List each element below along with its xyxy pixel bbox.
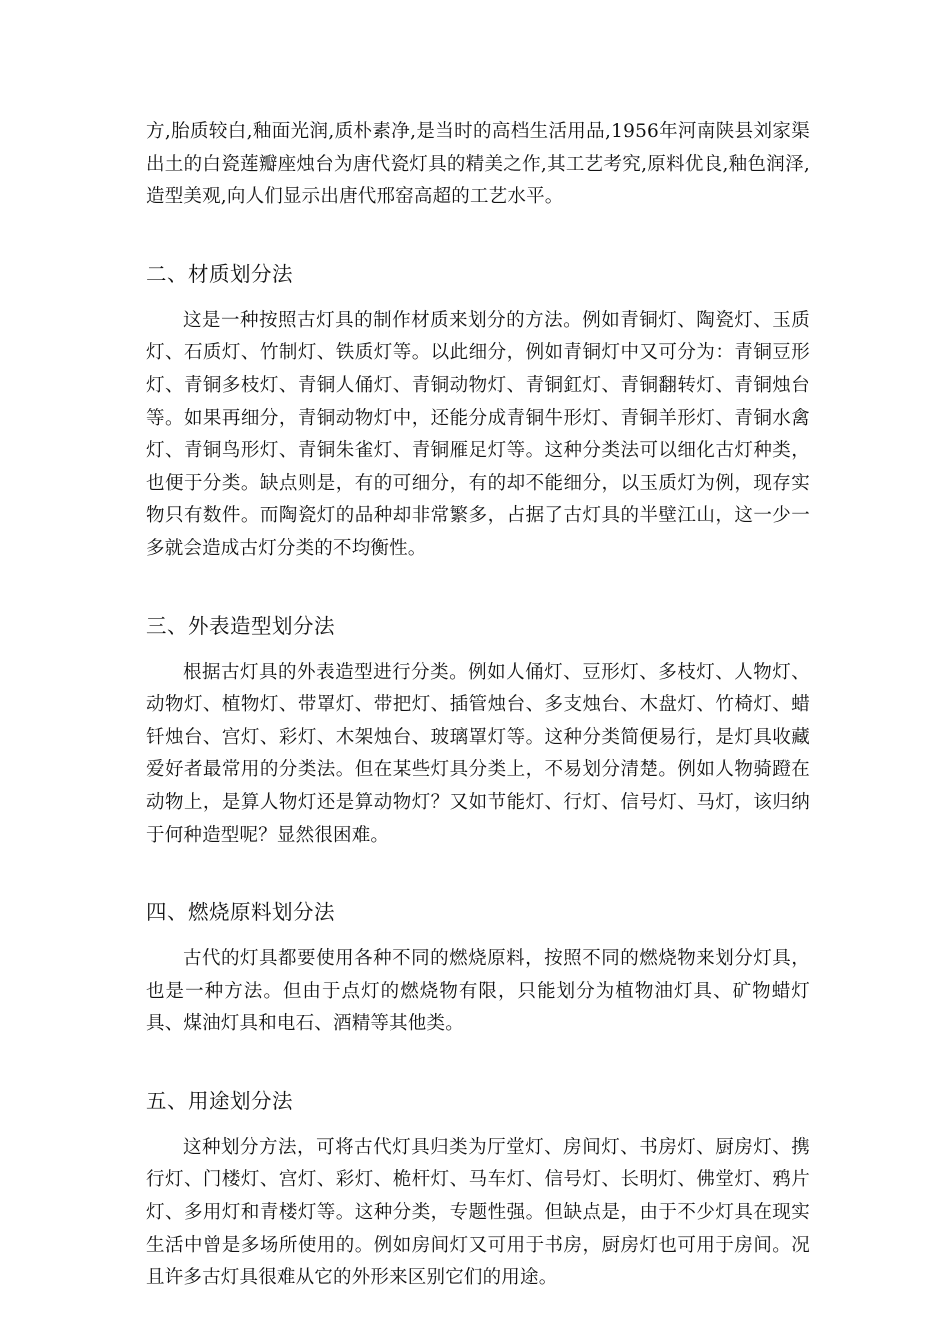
section-shape <box>146 611 810 853</box>
intro-paragraph: 方,胎质较白,釉面光润,质朴素净,是当时的高档生活用品,1956年河南陕县刘家渠出土的白瓷莲瓣座烛台为唐代瓷灯具的精美之作,其工艺考究,原料优良,釉色润泽,造型美观,向人们显示出唐代邢窑高超的工艺水平。 <box>146 121 810 208</box>
section-fuel <box>146 897 810 1041</box>
section-heading-shape: 三、外表造型划分法 <box>146 613 335 638</box>
section-heading-fuel: 四、燃烧原料划分法 <box>146 900 335 925</box>
section-heading-usage: 五、用途划分法 <box>146 1088 293 1113</box>
section-material <box>146 259 810 566</box>
section-body-material: 这是一种按照古灯具的制作材质来划分的方法。例如青铜灯、陶瓷灯、玉质灯、石质灯、竹制灯、铁质灯等。以此细分，例如青铜灯中又可分为：青铜豆形灯、青铜多枝灯、青铜人俑灯、青铜动物灯、青铜釭灯、青铜翻转灯、青铜烛台等。如果再细分，青铜动物灯中，还能分成青铜牛形灯、青铜羊形灯、青铜水禽灯、青铜鸟形灯、青铜朱雀灯、青铜雁足灯等。这种分类法可以细化古灯种类，也便于分类。缺点则是，有的可细分，有的却不能细分，以玉质灯为例，现存实物只有数件。而陶瓷灯的品种却非常繁多，占据了古灯具的半壁江山，这一少一多就会造成古灯分类的不均衡性。 <box>146 309 810 559</box>
section-body-shape: 根据古灯具的外表造型进行分类。例如人俑灯、豆形灯、多枝灯、人物灯、动物灯、植物灯、带罩灯、带把灯、插管烛台、多支烛台、木盘灯、竹椅灯、蜡钎烛台、宫灯、彩灯、木架烛台、玻璃罩灯等。这种分类简便易行，是灯具收藏爱好者最常用的分类法。但在某些灯具分类上，不易划分清楚。例如人物骑蹬在动物上，是算人物灯还是算动物灯？又如节能灯、行灯、信号灯、马灯，该归纳于何种造型呢？显然很困难。 <box>146 661 810 846</box>
section-body-usage: 这种划分方法，可将古代灯具归类为厅堂灯、房间灯、书房灯、厨房灯、携行灯、门楼灯、宫灯、彩灯、桅杆灯、马车灯、信号灯、长明灯、佛堂灯、鸦片灯、多用灯和青楼灯等。这种分类，专题性强。但缺点是，由于不少灯具在现实生活中曾是多场所使用的。例如房间灯又可用于书房，厨房灯也可用于房间。况且许多古灯具很难从它的外形来区别它们的用途。 <box>146 1136 810 1289</box>
section-usage <box>146 1086 810 1295</box>
document-page <box>146 116 810 1295</box>
section-heading-material: 二、材质划分法 <box>146 261 293 286</box>
section-body-fuel: 古代的灯具都要使用各种不同的燃烧原料，按照不同的燃烧物来划分灯具，也是一种方法。但由于点灯的燃烧物有限，只能划分为植物油灯具、矿物蜡灯具、煤油灯具和电石、酒精等其他类。 <box>146 948 810 1035</box>
